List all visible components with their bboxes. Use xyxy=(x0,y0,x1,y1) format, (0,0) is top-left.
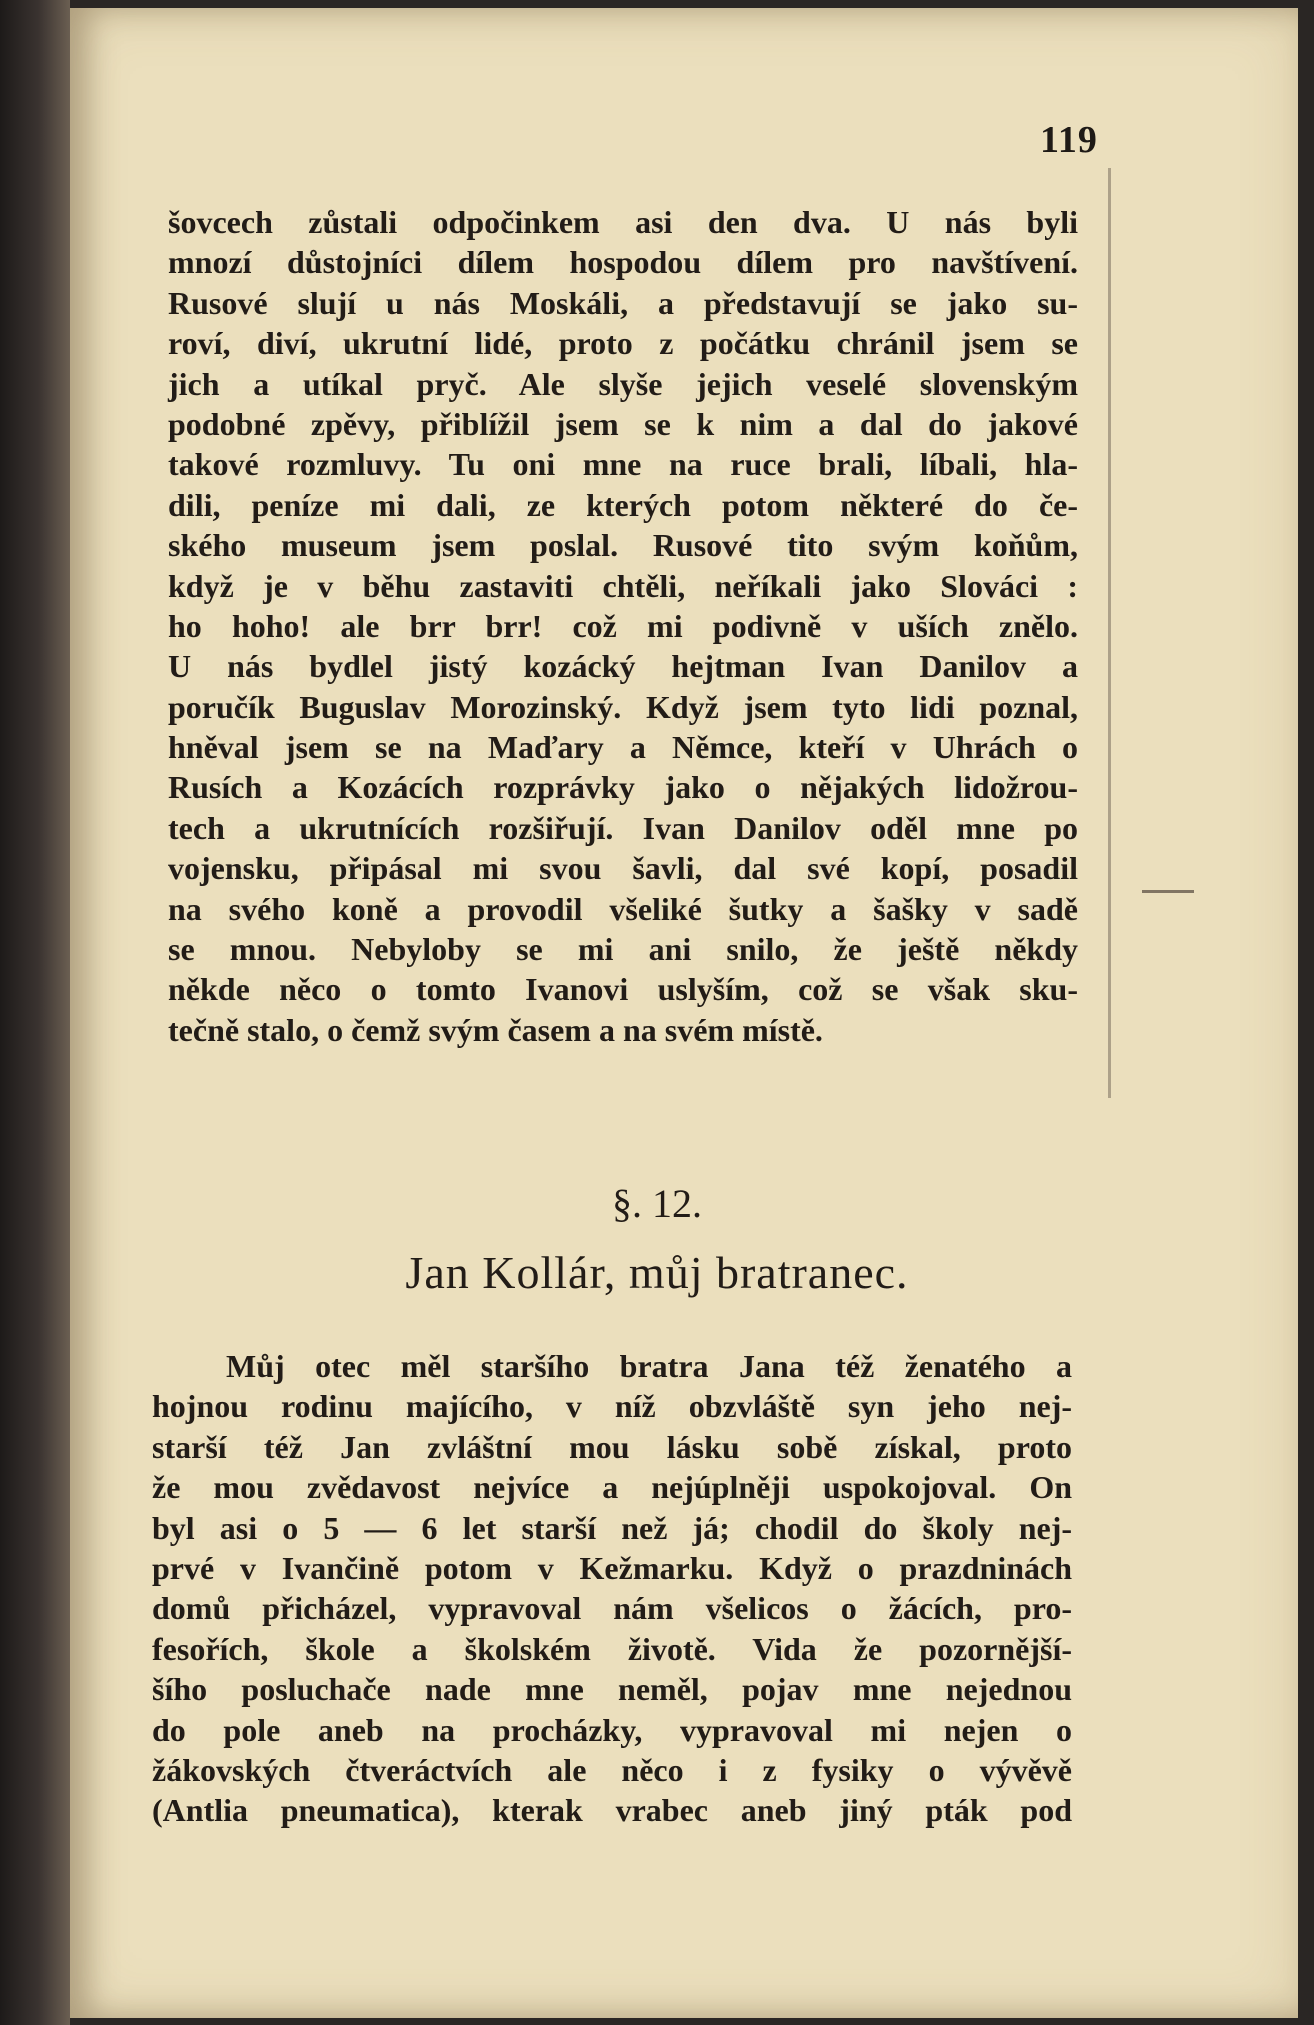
text-line: tech a ukrutnících rozšiřují. Ivan Danilov oděl mne po xyxy=(168,809,1078,846)
paragraph-section-12 xyxy=(152,1346,1072,1831)
text-line: na svého koně a provodil všeliké šutky a šašky v sadě xyxy=(168,890,1078,927)
text-line: někde něco o tomto Ivanovi uslyším, což se však sku- xyxy=(168,971,1078,1008)
text-line: starší též Jan zvláštní mou lásku sobě získal, proto xyxy=(152,1428,1072,1465)
text-line: U nás bydlel jistý kozácký hejtman Ivan Danilov a xyxy=(168,648,1078,685)
text-line: hněval jsem se na Maďary a Němce, kteří v Uhrách o xyxy=(168,729,1078,766)
text-line: (Antlia pneumatica), kterak vrabec aneb jiný pták pod xyxy=(152,1792,1072,1829)
text-line: že mou zvědavost nejvíce a nejúplněji uspokojoval. On xyxy=(152,1469,1072,1506)
text-line: poručík Buguslav Morozinský. Když jsem tyto lidi poznal, xyxy=(168,688,1078,725)
text-line: Můj otec měl staršího bratra Jana též ženatého a xyxy=(226,1348,1072,1384)
text-line: šovcech zůstali odpočinkem asi den dva. U nás byli xyxy=(168,204,1078,240)
text-line: byl asi o 5 — 6 let starší než já; chodil do školy nej- xyxy=(152,1509,1072,1546)
text-line: mnozí důstojníci dílem hospodou dílem pro navštívení. xyxy=(168,244,1078,281)
text-line: tečně stalo, o čemž svým časem a na svém místě. xyxy=(168,1011,823,1048)
section-title: Jan Kollár, můj bratranec. xyxy=(405,1247,909,1298)
book-spine xyxy=(0,0,70,2025)
text-line: dili, peníze mi dali, ze kterých potom některé do če- xyxy=(168,486,1078,523)
text-line: podobné zpěvy, přiblížil jsem se k nim a dal do jakové xyxy=(168,405,1078,442)
margin-pencil-dash xyxy=(1142,890,1194,893)
section-number: §. 12. xyxy=(612,1181,702,1226)
text-line: hojnou rodinu majícího, v níž obzvláště syn jeho nej- xyxy=(152,1388,1072,1425)
text-line: roví, diví, ukrutní lidé, proto z počátku chránil jsem se xyxy=(168,325,1078,362)
text-line: vojensku, připásal mi svou šavli, dal své kopí, posadil xyxy=(168,850,1078,887)
text-line: do pole aneb na procházky, vypravoval mi nejen o xyxy=(152,1711,1072,1748)
text-line: jich a utíkal pryč. Ale slyše jejich veselé slovenským xyxy=(168,365,1078,402)
paragraph-continued xyxy=(168,202,1078,1050)
text-line: domů přicházel, vypravoval nám všelicos o žácích, pro- xyxy=(152,1590,1072,1627)
page-number: 119 xyxy=(1040,119,1098,161)
text-line: Rusové slují u nás Moskáli, a představují se jako su- xyxy=(168,284,1078,321)
text-line: fesořích, škole a školském životě. Vida že pozornější- xyxy=(152,1630,1072,1667)
text-line: ského museum jsem poslal. Rusové tito svým koňům, xyxy=(168,527,1078,564)
text-line: ho hoho! ale brr brr! což mi podivně v uších znělo. xyxy=(168,607,1078,644)
text-line: takové rozmluvy. Tu oni mne na ruce brali, líbali, hla- xyxy=(168,446,1078,483)
margin-pencil-mark xyxy=(1108,168,1111,1098)
text-line: Rusích a Kozácích rozprávky jako o nějakých lidožrou- xyxy=(168,769,1078,806)
text-line: šího posluchače nade mne neměl, pojav mne nejednou xyxy=(152,1671,1072,1708)
text-line: se mnou. Nebyloby se mi ani snilo, že ještě někdy xyxy=(168,931,1078,968)
text-line: prvé v Ivančině potom v Kežmarku. Když o prazdninách xyxy=(152,1549,1072,1586)
text-line: žákovských čtveráctvích ale něco i z fysiky o vývěvě xyxy=(152,1751,1072,1788)
text-line: když je v běhu zastaviti chtěli, neříkali jako Slováci : xyxy=(168,567,1078,604)
